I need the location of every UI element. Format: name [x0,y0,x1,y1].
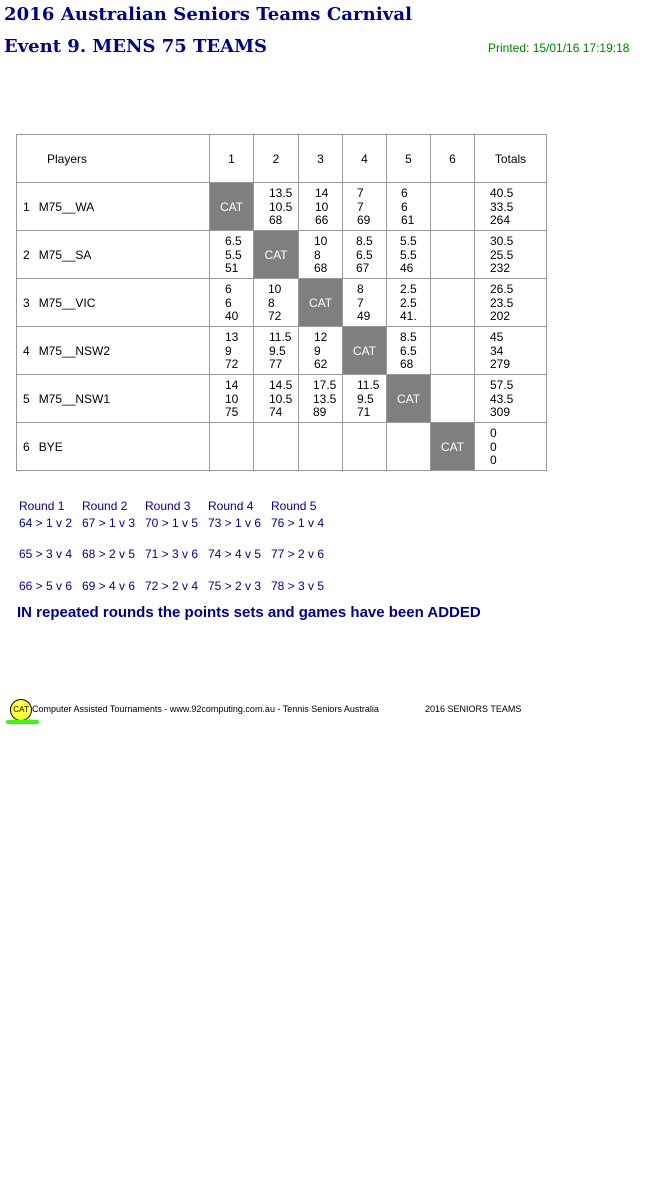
totals-cell [475,231,547,279]
score-value: 72 [225,357,239,372]
score-value: 13 [225,330,239,345]
totals-cell [475,423,547,471]
table-row [17,423,547,471]
table-header-row [17,135,547,183]
score-cell [343,375,387,423]
score-value: 9.5 [357,391,374,406]
total-value: 232 [490,261,511,276]
column-header-1: 1 [210,135,254,183]
score-value: 61 [401,213,415,228]
score-value: 9 [225,343,232,358]
player-name: M75__VIC [38,295,96,310]
round-match: 76 > 1 v 4 [271,516,325,530]
round-match: 70 > 1 v 5 [145,516,199,530]
totals-cell [475,279,547,327]
player-number: 3 [23,295,30,310]
repeated-rounds-note: IN repeated rounds the points sets and games have been ADDED [17,604,481,621]
score-value: 17.5 [313,378,337,393]
score-value: 9.5 [269,343,286,358]
score-value: 72 [268,309,282,324]
score-cell [343,423,387,471]
total-value: 40.5 [490,186,514,201]
score-value: 5.5 [400,247,417,262]
score-value: 68 [314,261,328,276]
score-value: 7 [357,186,364,201]
total-value: 309 [490,405,511,420]
score-cell [431,231,475,279]
footer-credit: Computer Assisted Tournaments - www.92computing.com.au - Tennis Seniors Australia [32,704,379,714]
score-value: 89 [313,405,327,420]
score-value: 10 [225,391,239,406]
player-name-cell [17,375,210,423]
total-value: 45 [490,330,504,345]
player-name: M75__WA [38,199,95,214]
score-value: 49 [357,309,371,324]
column-header-2: 2 [254,135,299,183]
score-cell [431,375,475,423]
score-value: 6.5 [400,343,417,358]
player-name-cell [17,327,210,375]
player-number: 6 [23,439,30,454]
score-value: 2.5 [400,295,417,310]
player-number: 4 [23,343,30,358]
score-value: 10 [315,199,329,214]
cat-logo: CAT [10,699,32,721]
score-value: 71 [357,405,371,420]
column-header-totals: Totals [475,135,547,183]
score-value: 8 [314,247,321,262]
score-value: 5.5 [400,234,417,249]
score-cell [299,423,343,471]
total-value: 0 [490,426,497,441]
score-value: 10 [314,234,328,249]
column-header-5: 5 [387,135,431,183]
player-number: 5 [23,391,30,406]
score-value: 6.5 [356,247,373,262]
score-value: 14 [225,378,239,393]
score-cell [254,327,299,375]
score-cell [387,279,431,327]
score-value: 5.5 [225,247,242,262]
total-value: 202 [490,309,511,324]
score-value: 8.5 [356,234,373,249]
score-value: 41. [400,309,417,324]
total-value: 30.5 [490,234,514,249]
round-match: 71 > 3 v 6 [145,547,199,561]
score-value: 69 [357,213,371,228]
round-match: 65 > 3 v 4 [19,547,73,561]
round-match: 68 > 2 v 5 [82,547,136,561]
table-row [17,375,547,423]
score-cell [299,183,343,231]
round-match: 72 > 2 v 4 [145,579,199,593]
totals-cell [475,375,547,423]
score-value: 8.5 [400,330,417,345]
player-name-cell [17,231,210,279]
player-name: M75__SA [38,247,92,262]
total-value: 0 [490,439,497,454]
score-value: 10 [268,282,282,297]
round-match: 69 > 4 v 6 [82,579,136,593]
table-row [17,327,547,375]
score-cell [254,279,299,327]
score-value: 10.5 [269,391,293,406]
score-cell [387,327,431,375]
score-value: 68 [269,213,283,228]
printed-timestamp: Printed: 15/01/16 17:19:18 [488,41,630,55]
column-header-3: 3 [299,135,343,183]
score-value: 8 [357,282,364,297]
player-name: M75__NSW2 [38,343,111,358]
totals-cell [475,183,547,231]
logo-underline [6,720,39,724]
total-value: 34 [490,343,504,358]
score-value: 8 [268,295,275,310]
score-cell [210,279,254,327]
round-header: Round 5 [271,499,317,513]
score-value: 75 [225,405,239,420]
column-header-4: 4 [343,135,387,183]
round-match: 78 > 3 v 5 [271,579,325,593]
score-cell [299,231,343,279]
column-header-6: 6 [431,135,475,183]
score-cell [387,183,431,231]
cat-cell: CAT [299,279,343,327]
score-value: 51 [225,261,239,276]
cat-cell: CAT [254,231,299,279]
table-row [17,183,547,231]
footer-event: 2016 SENIORS TEAMS [425,704,522,714]
score-cell [387,231,431,279]
totals-cell [475,327,547,375]
player-number: 1 [23,199,30,214]
round-match: 64 > 1 v 2 [19,516,73,530]
score-cell [343,231,387,279]
round-header: Round 1 [19,499,65,513]
round-match: 73 > 1 v 6 [208,516,262,530]
total-value: 264 [490,213,511,228]
score-value: 6.5 [225,234,242,249]
score-cell [299,375,343,423]
score-value: 10.5 [269,199,293,214]
score-value: 13.5 [269,186,293,201]
total-value: 25.5 [490,247,514,262]
round-header: Round 2 [82,499,128,513]
score-value: 14 [315,186,329,201]
total-value: 23.5 [490,295,514,310]
score-cell [210,327,254,375]
score-cell [343,183,387,231]
total-value: 279 [490,357,511,372]
score-value: 68 [400,357,414,372]
total-value: 33.5 [490,199,514,214]
player-name-cell [17,279,210,327]
round-match: 74 > 4 v 5 [208,547,262,561]
score-value: 74 [269,405,283,420]
round-match: 67 > 1 v 3 [82,516,136,530]
cat-cell: CAT [431,423,475,471]
total-value: 26.5 [490,282,514,297]
table-row [17,231,547,279]
score-value: 12 [314,330,328,345]
round-match: 75 > 2 v 3 [208,579,262,593]
score-cell [299,327,343,375]
player-name-cell [17,423,210,471]
score-cell [254,375,299,423]
score-value: 6 [401,199,408,214]
score-value: 46 [400,261,414,276]
round-header: Round 4 [208,499,254,513]
table-row [17,279,547,327]
score-value: 11.5 [269,330,292,345]
column-header-players: Players [17,135,210,183]
player-number: 2 [23,247,30,262]
total-value: 57.5 [490,378,514,393]
page-title: 2016 Australian Seniors Teams Carnival [4,4,413,25]
score-cell [387,423,431,471]
score-cell [343,279,387,327]
score-value: 77 [269,357,283,372]
cat-cell: CAT [387,375,431,423]
total-value: 0 [490,453,497,468]
round-match: 66 > 5 v 6 [19,579,73,593]
score-value: 66 [315,213,329,228]
score-value: 6 [401,186,408,201]
score-cell [431,327,475,375]
score-cell [254,183,299,231]
player-name: M75__NSW1 [38,391,111,406]
score-cell [431,279,475,327]
round-header: Round 3 [145,499,191,513]
score-value: 67 [356,261,370,276]
score-value: 6 [225,282,232,297]
event-title: Event 9. MENS 75 TEAMS [4,36,268,57]
score-value: 40 [225,309,239,324]
score-cell [431,183,475,231]
cat-cell: CAT [210,183,254,231]
cat-cell: CAT [343,327,387,375]
score-value: 6 [225,295,232,310]
score-value: 62 [314,357,328,372]
score-value: 2.5 [400,282,417,297]
score-cell [210,231,254,279]
score-value: 14.5 [269,378,293,393]
player-name-cell [17,183,210,231]
score-value: 7 [357,295,364,310]
score-cell [210,375,254,423]
score-value: 11.5 [357,378,380,393]
round-match: 77 > 2 v 6 [271,547,325,561]
score-cell [210,423,254,471]
score-cell [254,423,299,471]
player-name: BYE [38,439,63,454]
score-value: 13.5 [313,391,337,406]
score-value: 9 [314,343,321,358]
score-value: 7 [357,199,364,214]
total-value: 43.5 [490,391,514,406]
results-table [16,134,547,471]
